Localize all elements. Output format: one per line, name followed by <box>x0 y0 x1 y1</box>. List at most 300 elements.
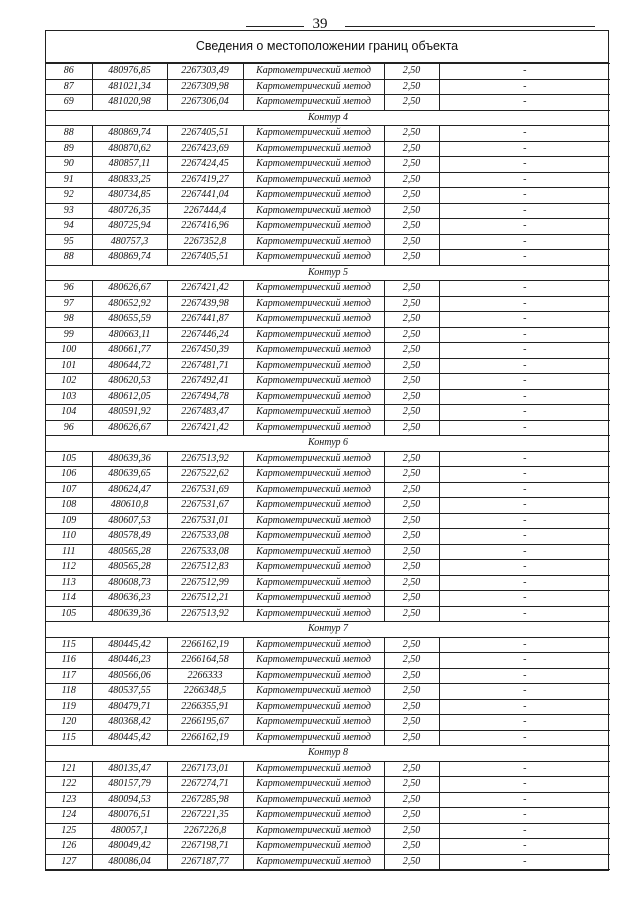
note-cell: - <box>439 544 610 560</box>
page-number: 39 <box>312 16 328 32</box>
x-coordinate-cell: 480049,42 <box>92 839 167 855</box>
method-cell: Картометрический метод <box>243 591 384 607</box>
method-cell: Картометрический метод <box>243 250 384 266</box>
x-coordinate-cell: 480135,47 <box>92 761 167 777</box>
y-coordinate-cell: 2267512,21 <box>167 591 243 607</box>
table-row <box>46 808 610 824</box>
table-row <box>46 157 610 173</box>
note-cell: - <box>439 591 610 607</box>
x-coordinate-cell: 480655,59 <box>92 312 167 328</box>
method-cell: Картометрический метод <box>243 653 384 669</box>
point-number-cell: 101 <box>46 358 92 374</box>
point-number-cell: 94 <box>46 219 92 235</box>
y-coordinate-cell: 2267494,78 <box>167 389 243 405</box>
accuracy-cell: 2,50 <box>384 668 439 684</box>
point-number-cell: 125 <box>46 823 92 839</box>
point-number-cell: 106 <box>46 467 92 483</box>
y-coordinate-cell: 2267198,71 <box>167 839 243 855</box>
point-number-cell: 112 <box>46 560 92 576</box>
accuracy-cell: 2,50 <box>384 854 439 870</box>
x-coordinate-cell: 480446,23 <box>92 653 167 669</box>
accuracy-cell: 2,50 <box>384 327 439 343</box>
note-cell: - <box>439 498 610 514</box>
x-coordinate-cell: 480725,94 <box>92 219 167 235</box>
y-coordinate-cell: 2267421,42 <box>167 281 243 297</box>
accuracy-cell: 2,50 <box>384 296 439 312</box>
table-row <box>46 792 610 808</box>
accuracy-cell: 2,50 <box>384 606 439 622</box>
method-cell: Картометрический метод <box>243 405 384 421</box>
method-cell: Картометрический метод <box>243 839 384 855</box>
point-number-cell: 115 <box>46 730 92 746</box>
point-number-cell: 86 <box>46 64 92 80</box>
note-cell: - <box>439 281 610 297</box>
note-cell: - <box>439 203 610 219</box>
y-coordinate-cell: 2267274,71 <box>167 777 243 793</box>
x-coordinate-cell: 480368,42 <box>92 715 167 731</box>
note-cell: - <box>439 730 610 746</box>
accuracy-cell: 2,50 <box>384 389 439 405</box>
contour-header-row <box>46 265 610 281</box>
y-coordinate-cell: 2267173,01 <box>167 761 243 777</box>
method-cell: Картометрический метод <box>243 730 384 746</box>
point-number-cell: 88 <box>46 250 92 266</box>
point-number-cell: 105 <box>46 451 92 467</box>
method-cell: Картометрический метод <box>243 777 384 793</box>
table-row <box>46 529 610 545</box>
accuracy-cell: 2,50 <box>384 699 439 715</box>
y-coordinate-cell: 2267352,8 <box>167 234 243 250</box>
y-coordinate-cell: 2266162,19 <box>167 730 243 746</box>
accuracy-cell: 2,50 <box>384 777 439 793</box>
table-row <box>46 374 610 390</box>
note-cell: - <box>439 250 610 266</box>
note-cell: - <box>439 854 610 870</box>
table-row <box>46 544 610 560</box>
point-number-cell: 105 <box>46 606 92 622</box>
method-cell: Картометрический метод <box>243 327 384 343</box>
accuracy-cell: 2,50 <box>384 281 439 297</box>
point-number-cell: 96 <box>46 281 92 297</box>
method-cell: Картометрический метод <box>243 823 384 839</box>
x-coordinate-cell: 480057,1 <box>92 823 167 839</box>
x-coordinate-cell: 480157,79 <box>92 777 167 793</box>
accuracy-cell: 2,50 <box>384 126 439 142</box>
x-coordinate-cell: 480663,11 <box>92 327 167 343</box>
accuracy-cell: 2,50 <box>384 157 439 173</box>
note-cell: - <box>439 64 610 80</box>
x-coordinate-cell: 480757,3 <box>92 234 167 250</box>
x-coordinate-cell: 480620,53 <box>92 374 167 390</box>
note-cell: - <box>439 777 610 793</box>
point-number-cell: 92 <box>46 188 92 204</box>
table-row <box>46 761 610 777</box>
method-cell: Картометрический метод <box>243 451 384 467</box>
note-cell: - <box>439 529 610 545</box>
table-row <box>46 141 610 157</box>
y-coordinate-cell: 2267423,69 <box>167 141 243 157</box>
y-coordinate-cell: 2267309,98 <box>167 79 243 95</box>
point-number-cell: 95 <box>46 234 92 250</box>
x-coordinate-cell: 480870,62 <box>92 141 167 157</box>
accuracy-cell: 2,50 <box>384 188 439 204</box>
method-cell: Картометрический метод <box>243 389 384 405</box>
contour-label: Контур 5 <box>46 265 610 281</box>
y-coordinate-cell: 2267512,99 <box>167 575 243 591</box>
point-number-cell: 110 <box>46 529 92 545</box>
point-number-cell: 103 <box>46 389 92 405</box>
note-cell: - <box>439 560 610 576</box>
note-cell: - <box>439 699 610 715</box>
method-cell: Картометрический метод <box>243 498 384 514</box>
point-number-cell: 97 <box>46 296 92 312</box>
table-row <box>46 79 610 95</box>
table-row <box>46 668 610 684</box>
method-cell: Картометрический метод <box>243 684 384 700</box>
accuracy-cell: 2,50 <box>384 234 439 250</box>
method-cell: Картометрический метод <box>243 95 384 111</box>
contour-label: Контур 6 <box>46 436 610 452</box>
point-number-cell: 93 <box>46 203 92 219</box>
accuracy-cell: 2,50 <box>384 498 439 514</box>
table-row <box>46 343 610 359</box>
x-coordinate-cell: 480734,85 <box>92 188 167 204</box>
accuracy-cell: 2,50 <box>384 172 439 188</box>
note-cell: - <box>439 715 610 731</box>
table-row <box>46 730 610 746</box>
y-coordinate-cell: 2267531,69 <box>167 482 243 498</box>
table-row <box>46 420 610 436</box>
point-number-cell: 119 <box>46 699 92 715</box>
note-cell: - <box>439 684 610 700</box>
x-coordinate-cell: 480639,36 <box>92 451 167 467</box>
accuracy-cell: 2,50 <box>384 467 439 483</box>
accuracy-cell: 2,50 <box>384 64 439 80</box>
x-coordinate-cell: 480445,42 <box>92 637 167 653</box>
note-cell: - <box>439 792 610 808</box>
note-cell: - <box>439 172 610 188</box>
x-coordinate-cell: 480578,49 <box>92 529 167 545</box>
method-cell: Картометрический метод <box>243 513 384 529</box>
accuracy-cell: 2,50 <box>384 730 439 746</box>
coordinates-table-body <box>46 64 610 870</box>
note-cell: - <box>439 234 610 250</box>
accuracy-cell: 2,50 <box>384 513 439 529</box>
y-coordinate-cell: 2267481,71 <box>167 358 243 374</box>
note-cell: - <box>439 606 610 622</box>
table-row <box>46 467 610 483</box>
method-cell: Картометрический метод <box>243 126 384 142</box>
contour-label: Контур 7 <box>46 622 610 638</box>
x-coordinate-cell: 480537,55 <box>92 684 167 700</box>
accuracy-cell: 2,50 <box>384 405 439 421</box>
table-row <box>46 823 610 839</box>
y-coordinate-cell: 2267512,83 <box>167 560 243 576</box>
y-coordinate-cell: 2267531,67 <box>167 498 243 514</box>
method-cell: Картометрический метод <box>243 529 384 545</box>
x-coordinate-cell: 480869,74 <box>92 126 167 142</box>
method-cell: Картометрический метод <box>243 203 384 219</box>
point-number-cell: 123 <box>46 792 92 808</box>
x-coordinate-cell: 480626,67 <box>92 420 167 436</box>
x-coordinate-cell: 480086,04 <box>92 854 167 870</box>
x-coordinate-cell: 480445,42 <box>92 730 167 746</box>
note-cell: - <box>439 482 610 498</box>
accuracy-cell: 2,50 <box>384 761 439 777</box>
header-rule-left <box>246 26 304 27</box>
note-cell: - <box>439 823 610 839</box>
note-cell: - <box>439 467 610 483</box>
accuracy-cell: 2,50 <box>384 420 439 436</box>
note-cell: - <box>439 141 610 157</box>
boundary-table-frame <box>45 30 609 871</box>
accuracy-cell: 2,50 <box>384 358 439 374</box>
y-coordinate-cell: 2267424,45 <box>167 157 243 173</box>
method-cell: Картометрический метод <box>243 141 384 157</box>
y-coordinate-cell: 2267513,92 <box>167 606 243 622</box>
y-coordinate-cell: 2267306,04 <box>167 95 243 111</box>
x-coordinate-cell: 480644,72 <box>92 358 167 374</box>
table-row <box>46 312 610 328</box>
method-cell: Картометрический метод <box>243 482 384 498</box>
header-rule-right <box>345 26 595 27</box>
coordinates-table <box>46 63 610 870</box>
table-row <box>46 498 610 514</box>
x-coordinate-cell: 481020,98 <box>92 95 167 111</box>
x-coordinate-cell: 480591,92 <box>92 405 167 421</box>
point-number-cell: 122 <box>46 777 92 793</box>
note-cell: - <box>439 451 610 467</box>
accuracy-cell: 2,50 <box>384 312 439 328</box>
method-cell: Картометрический метод <box>243 219 384 235</box>
x-coordinate-cell: 480094,53 <box>92 792 167 808</box>
x-coordinate-cell: 480626,67 <box>92 281 167 297</box>
accuracy-cell: 2,50 <box>384 823 439 839</box>
y-coordinate-cell: 2267285,98 <box>167 792 243 808</box>
y-coordinate-cell: 2267226,8 <box>167 823 243 839</box>
table-title: Сведения о местоположении границ объекта <box>46 31 608 63</box>
table-row <box>46 482 610 498</box>
x-coordinate-cell: 480639,36 <box>92 606 167 622</box>
y-coordinate-cell: 2266164,58 <box>167 653 243 669</box>
note-cell: - <box>439 296 610 312</box>
accuracy-cell: 2,50 <box>384 792 439 808</box>
table-row <box>46 591 610 607</box>
contour-header-row <box>46 746 610 762</box>
x-coordinate-cell: 480661,77 <box>92 343 167 359</box>
method-cell: Картометрический метод <box>243 64 384 80</box>
accuracy-cell: 2,50 <box>384 203 439 219</box>
accuracy-cell: 2,50 <box>384 653 439 669</box>
point-number-cell: 115 <box>46 637 92 653</box>
accuracy-cell: 2,50 <box>384 482 439 498</box>
y-coordinate-cell: 2267221,35 <box>167 808 243 824</box>
y-coordinate-cell: 2266355,91 <box>167 699 243 715</box>
method-cell: Картометрический метод <box>243 606 384 622</box>
accuracy-cell: 2,50 <box>384 374 439 390</box>
accuracy-cell: 2,50 <box>384 637 439 653</box>
table-row <box>46 281 610 297</box>
point-number-cell: 109 <box>46 513 92 529</box>
table-row <box>46 389 610 405</box>
point-number-cell: 98 <box>46 312 92 328</box>
table-row <box>46 839 610 855</box>
y-coordinate-cell: 2267405,51 <box>167 250 243 266</box>
x-coordinate-cell: 480607,53 <box>92 513 167 529</box>
contour-label: Контур 4 <box>46 110 610 126</box>
note-cell: - <box>439 219 610 235</box>
table-row <box>46 575 610 591</box>
table-row <box>46 172 610 188</box>
y-coordinate-cell: 2267303,49 <box>167 64 243 80</box>
table-row <box>46 358 610 374</box>
y-coordinate-cell: 2267421,42 <box>167 420 243 436</box>
y-coordinate-cell: 2267533,08 <box>167 529 243 545</box>
x-coordinate-cell: 480612,05 <box>92 389 167 405</box>
table-row <box>46 637 610 653</box>
point-number-cell: 108 <box>46 498 92 514</box>
accuracy-cell: 2,50 <box>384 79 439 95</box>
y-coordinate-cell: 2267483,47 <box>167 405 243 421</box>
accuracy-cell: 2,50 <box>384 591 439 607</box>
table-row <box>46 653 610 669</box>
note-cell: - <box>439 157 610 173</box>
x-coordinate-cell: 480608,73 <box>92 575 167 591</box>
accuracy-cell: 2,50 <box>384 575 439 591</box>
x-coordinate-cell: 480857,11 <box>92 157 167 173</box>
method-cell: Картометрический метод <box>243 374 384 390</box>
contour-header-row <box>46 110 610 126</box>
x-coordinate-cell: 480869,74 <box>92 250 167 266</box>
y-coordinate-cell: 2267446,24 <box>167 327 243 343</box>
method-cell: Картометрический метод <box>243 761 384 777</box>
table-row <box>46 95 610 111</box>
x-coordinate-cell: 480636,23 <box>92 591 167 607</box>
y-coordinate-cell: 2267441,04 <box>167 188 243 204</box>
note-cell: - <box>439 420 610 436</box>
x-coordinate-cell: 480976,85 <box>92 64 167 80</box>
x-coordinate-cell: 480652,92 <box>92 296 167 312</box>
method-cell: Картометрический метод <box>243 296 384 312</box>
method-cell: Картометрический метод <box>243 157 384 173</box>
table-row <box>46 606 610 622</box>
table-row <box>46 451 610 467</box>
note-cell: - <box>439 327 610 343</box>
note-cell: - <box>439 653 610 669</box>
note-cell: - <box>439 188 610 204</box>
y-coordinate-cell: 2267439,98 <box>167 296 243 312</box>
note-cell: - <box>439 513 610 529</box>
point-number-cell: 126 <box>46 839 92 855</box>
point-number-cell: 117 <box>46 668 92 684</box>
method-cell: Картометрический метод <box>243 312 384 328</box>
table-row <box>46 327 610 343</box>
table-row <box>46 777 610 793</box>
note-cell: - <box>439 389 610 405</box>
y-coordinate-cell: 2267531,01 <box>167 513 243 529</box>
x-coordinate-cell: 480726,35 <box>92 203 167 219</box>
method-cell: Картометрический метод <box>243 637 384 653</box>
note-cell: - <box>439 839 610 855</box>
point-number-cell: 121 <box>46 761 92 777</box>
table-row <box>46 560 610 576</box>
note-cell: - <box>439 637 610 653</box>
point-number-cell: 96 <box>46 420 92 436</box>
x-coordinate-cell: 480639,65 <box>92 467 167 483</box>
point-number-cell: 124 <box>46 808 92 824</box>
point-number-cell: 116 <box>46 653 92 669</box>
note-cell: - <box>439 374 610 390</box>
point-number-cell: 127 <box>46 854 92 870</box>
method-cell: Картометрический метод <box>243 358 384 374</box>
table-row <box>46 296 610 312</box>
note-cell: - <box>439 761 610 777</box>
note-cell: - <box>439 668 610 684</box>
table-row <box>46 854 610 870</box>
table-row <box>46 64 610 80</box>
y-coordinate-cell: 2266333 <box>167 668 243 684</box>
method-cell: Картометрический метод <box>243 467 384 483</box>
point-number-cell: 69 <box>46 95 92 111</box>
x-coordinate-cell: 480610,8 <box>92 498 167 514</box>
note-cell: - <box>439 312 610 328</box>
x-coordinate-cell: 480565,28 <box>92 560 167 576</box>
point-number-cell: 87 <box>46 79 92 95</box>
point-number-cell: 113 <box>46 575 92 591</box>
accuracy-cell: 2,50 <box>384 141 439 157</box>
y-coordinate-cell: 2267492,41 <box>167 374 243 390</box>
point-number-cell: 99 <box>46 327 92 343</box>
method-cell: Картометрический метод <box>243 808 384 824</box>
x-coordinate-cell: 480565,28 <box>92 544 167 560</box>
accuracy-cell: 2,50 <box>384 684 439 700</box>
y-coordinate-cell: 2267450,39 <box>167 343 243 359</box>
method-cell: Картометрический метод <box>243 699 384 715</box>
note-cell: - <box>439 126 610 142</box>
x-coordinate-cell: 480833,25 <box>92 172 167 188</box>
table-row <box>46 203 610 219</box>
method-cell: Картометрический метод <box>243 281 384 297</box>
accuracy-cell: 2,50 <box>384 95 439 111</box>
x-coordinate-cell: 481021,34 <box>92 79 167 95</box>
method-cell: Картометрический метод <box>243 715 384 731</box>
table-row <box>46 699 610 715</box>
accuracy-cell: 2,50 <box>384 451 439 467</box>
y-coordinate-cell: 2267522,62 <box>167 467 243 483</box>
accuracy-cell: 2,50 <box>384 343 439 359</box>
method-cell: Картометрический метод <box>243 343 384 359</box>
y-coordinate-cell: 2267187,77 <box>167 854 243 870</box>
point-number-cell: 91 <box>46 172 92 188</box>
point-number-cell: 102 <box>46 374 92 390</box>
accuracy-cell: 2,50 <box>384 808 439 824</box>
method-cell: Картометрический метод <box>243 172 384 188</box>
y-coordinate-cell: 2267441,87 <box>167 312 243 328</box>
note-cell: - <box>439 358 610 374</box>
x-coordinate-cell: 480566,06 <box>92 668 167 684</box>
method-cell: Картометрический метод <box>243 560 384 576</box>
accuracy-cell: 2,50 <box>384 250 439 266</box>
method-cell: Картометрический метод <box>243 792 384 808</box>
method-cell: Картометрический метод <box>243 234 384 250</box>
y-coordinate-cell: 2267405,51 <box>167 126 243 142</box>
x-coordinate-cell: 480624,47 <box>92 482 167 498</box>
point-number-cell: 89 <box>46 141 92 157</box>
table-row <box>46 405 610 421</box>
method-cell: Картометрический метод <box>243 420 384 436</box>
method-cell: Картометрический метод <box>243 188 384 204</box>
x-coordinate-cell: 480479,71 <box>92 699 167 715</box>
